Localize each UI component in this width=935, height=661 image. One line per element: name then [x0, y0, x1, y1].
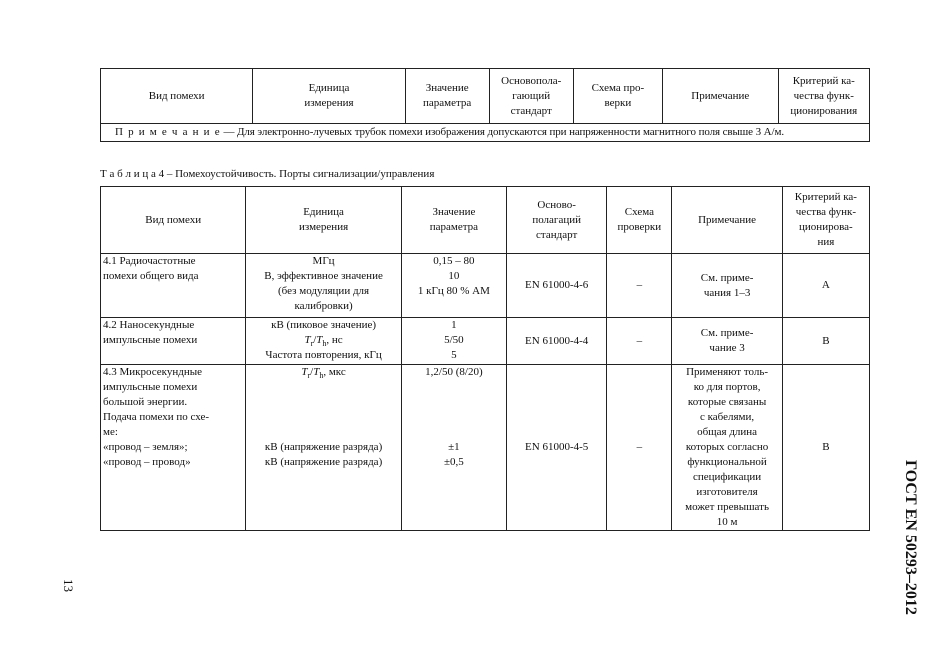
value-line-discharge: ±1 ±0,5	[444, 441, 464, 468]
cell-interference-type: 4.1 Радиочастотные помехи общего вида	[101, 254, 246, 318]
cell-test-scheme: –	[607, 254, 672, 318]
cell-unit	[246, 318, 401, 365]
unit-line-discharge: кВ (напряжение разряда) кВ (напряжение разряда)	[264, 441, 383, 468]
header-value: Значение параметра	[405, 69, 489, 124]
cell-interference-type: 4.2 Наносекундные импульсные помехи	[101, 318, 246, 365]
cell-note: См. приме- чание 3	[672, 318, 782, 365]
table-caption: Т а б л и ц а 4 – Помехоустойчивость. Порты сигнализации/управления	[100, 168, 435, 180]
header-standard: Основопола- гающий стандарт	[489, 69, 573, 124]
note-label: П р и м е ч а н и е	[115, 126, 221, 138]
table-note-row	[101, 124, 870, 142]
unit-line-rise-time: $T_r/T_h$, нс	[304, 334, 343, 349]
header-criterion: Критерий ка- чества функ- ционирова- ния	[782, 187, 869, 254]
cell-criterion: В	[782, 365, 869, 531]
header-test-scheme: Схема проверки	[607, 187, 672, 254]
cell-standard: EN 61000-4-5	[507, 365, 607, 531]
table-header-row	[101, 69, 870, 124]
header-unit: Единица измерения	[253, 69, 405, 124]
page-number: 13	[61, 579, 76, 592]
cell-test-scheme: –	[607, 365, 672, 531]
continued-table	[100, 68, 870, 142]
table-row	[101, 365, 870, 531]
unit-pulse-shape-suffix: , мкс	[323, 366, 346, 378]
cell-unit	[246, 365, 401, 531]
cell-note: См. приме- чания 1–3	[672, 254, 782, 318]
document-title: ГОСТ EN 50293–2012	[902, 460, 919, 615]
header-criterion: Критерий ка- чества функ- ционирования	[778, 69, 869, 124]
cell-test-scheme: –	[607, 318, 672, 365]
header-value: Значение параметра	[401, 187, 506, 254]
cell-criterion: А	[782, 254, 869, 318]
header-standard: Осново- полагаций стандарт	[507, 187, 607, 254]
header-note: Примечание	[672, 187, 782, 254]
cell-criterion: В	[782, 318, 869, 365]
note-text: — Для электронно-лучевых трубок помехи изображения допускаются при напряженности магнитного поля свыше 3 А/м.	[220, 126, 784, 138]
header-unit: Единица измерения	[246, 187, 401, 254]
unit-rise-time-suffix: , нс	[326, 334, 343, 346]
cell-standard: EN 61000-4-4	[507, 318, 607, 365]
cell-value	[401, 365, 506, 531]
table-note	[101, 124, 870, 142]
cell-interference-type: 4.3 Микросекундные импульсные помехи большой энергии. Подача помехи по схе- ме: «провод – земля»; «провод – провод»	[101, 365, 246, 531]
cell-standard: EN 61000-4-6	[507, 254, 607, 318]
cell-value: 0,15 – 80 10 1 кГц 80 % АМ	[401, 254, 506, 318]
header-note: Примечание	[663, 69, 779, 124]
table-row	[101, 254, 870, 318]
header-test-scheme: Схема про- верки	[573, 69, 662, 124]
table-header-row	[101, 187, 870, 254]
header-interference-type: Вид помехи	[101, 69, 253, 124]
unit-line-peak: кВ (пиковое значение)	[271, 319, 377, 331]
cell-value: 1 5/50 5	[401, 318, 506, 365]
value-line-pulse-shape: 1,2/50 (8/20)	[425, 366, 483, 378]
spacer	[248, 380, 398, 440]
header-interference-type: Вид помехи	[101, 187, 246, 254]
table-row	[101, 318, 870, 365]
unit-line-frequency: Частота повторения, кГц	[265, 349, 382, 361]
unit-line-pulse-shape: $T_r/T_h$, мкс	[301, 366, 346, 381]
table-4	[100, 186, 870, 531]
spacer	[404, 380, 504, 440]
cell-unit: МГц В, эффективное значение (без модуляции для калибровки)	[246, 254, 401, 318]
cell-note: Применяют толь- ко для портов, которые связаны с кабелями, общая длина которых согласно функциональной спецификации изготовителя может превышать 10 м	[672, 365, 782, 531]
